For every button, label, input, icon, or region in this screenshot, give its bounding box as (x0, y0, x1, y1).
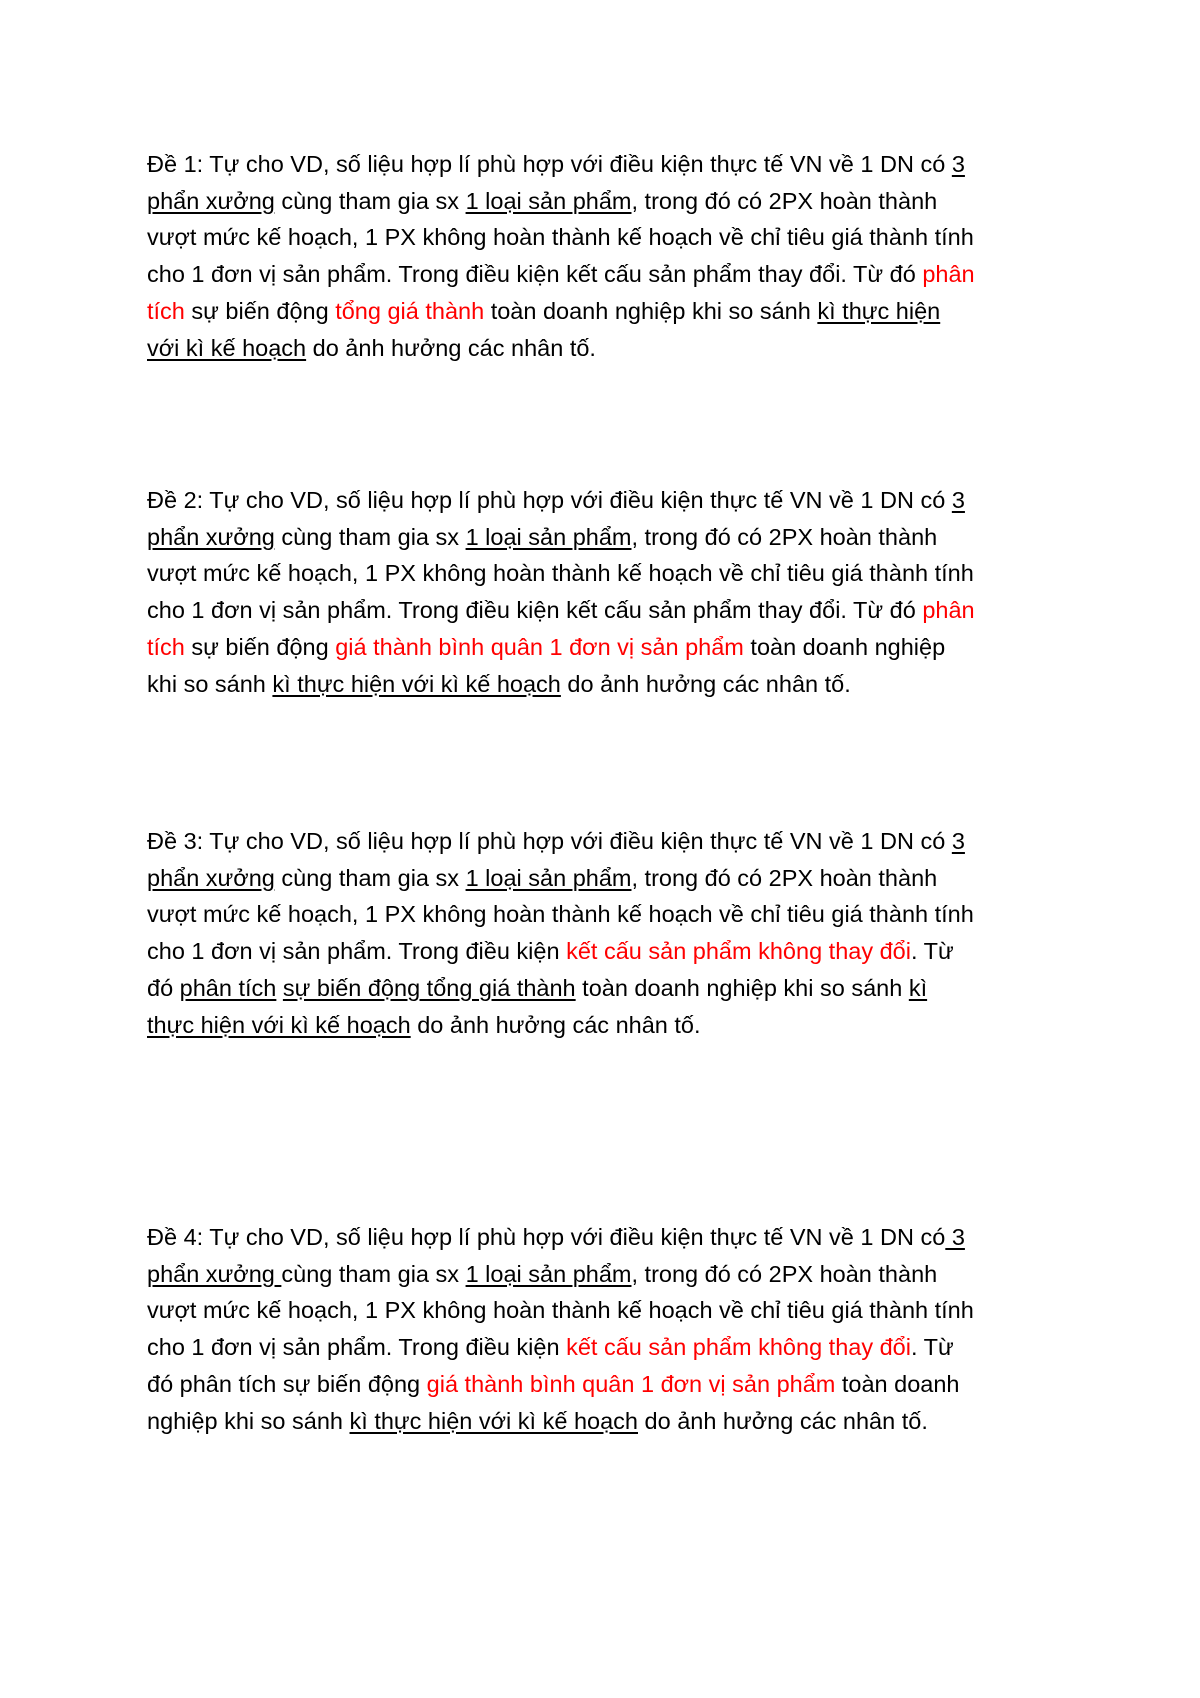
body-text: sự biến động (184, 633, 336, 660)
body-text: , trong đó có 2PX hoàn thành (631, 1260, 938, 1287)
highlighted-red-text: tích (147, 633, 185, 660)
underlined-text: 1 loại sản phẩm (465, 523, 632, 550)
paragraph-line (147, 1292, 1067, 1329)
paragraph-line (147, 860, 1067, 897)
exercise-paragraph-1 (147, 146, 1067, 366)
underlined-text: 3 (951, 487, 965, 513)
underlined-text: kì thực hiện với kì kế hoạch (272, 670, 561, 697)
underlined-text: kì thực hiện (817, 297, 941, 324)
underlined-text: phân tích (179, 974, 277, 1001)
paragraph-line (147, 183, 1067, 220)
paragraph-line (147, 1256, 1067, 1293)
body-text: vượt mức kế hoạch, 1 PX không hoàn thành kế hoạch về chỉ tiêu giá thành tính (147, 224, 974, 251)
body-text: cho 1 đơn vị sản phẩm. Trong điều kiện (147, 1334, 567, 1361)
body-text: do ảnh hưởng các nhân tố. (638, 1407, 928, 1434)
paragraph-line (147, 970, 1067, 1007)
paragraph-line (147, 823, 1067, 860)
underlined-text: phẩn xưởng (147, 187, 275, 214)
exercise-paragraph-3 (147, 823, 1067, 1043)
exercise-paragraph-4 (147, 1219, 1067, 1439)
paragraph-line (147, 293, 1067, 330)
paragraph-line (147, 1403, 1067, 1440)
body-text: nghiệp khi so sánh (147, 1407, 350, 1434)
body-text: cùng tham gia sx (274, 187, 466, 214)
highlighted-red-text: giá thành bình quân 1 đơn vị sản phẩm (335, 633, 744, 660)
body-text: cho 1 đơn vị sản phẩm. Trong điều kiện kết cấu sản phẩm thay đổi. Từ đó (147, 261, 923, 288)
paragraph-line (147, 146, 1067, 183)
body-text: vượt mức kế hoạch, 1 PX không hoàn thành kế hoạch về chỉ tiêu giá thành tính (147, 901, 974, 928)
body-text: Đề 2: Tự cho VD, số liệu hợp lí phù hợp với điều kiện thực tế VN về 1 DN có (147, 487, 952, 513)
highlighted-red-text: phân (922, 261, 975, 288)
body-text: vượt mức kế hoạch, 1 PX không hoàn thành kế hoạch về chỉ tiêu giá thành tính (147, 1297, 974, 1324)
paragraph-line (147, 1007, 1067, 1044)
body-text: , trong đó có 2PX hoàn thành (631, 523, 938, 550)
paragraph-line (147, 519, 1067, 556)
underlined-text: 1 loại sản phẩm (465, 864, 632, 891)
paragraph-line (147, 1219, 1067, 1256)
highlighted-red-text: giá thành bình quân 1 đơn vị sản phẩm (426, 1370, 836, 1397)
underlined-text: phẩn xưởng (147, 1260, 282, 1287)
underlined-text: 3 (945, 1224, 965, 1250)
underlined-text: kì thực hiện với kì kế hoạch (349, 1407, 638, 1434)
body-text: , trong đó có 2PX hoàn thành (631, 187, 938, 214)
body-text: sự biến động (184, 297, 336, 324)
body-text: cùng tham gia sx (274, 864, 466, 891)
body-text: Đề 4: Tự cho VD, số liệu hợp lí phù hợp với điều kiện thực tế VN về 1 DN có (147, 1224, 946, 1250)
paragraph-line (147, 256, 1067, 293)
body-text: do ảnh hưởng các nhân tố. (410, 1011, 701, 1038)
paragraph-line (147, 592, 1067, 629)
exercise-paragraph-2 (147, 482, 1067, 702)
underlined-text: thực hiện với kì kế hoạch (147, 1011, 411, 1038)
highlighted-red-text: kết cấu sản phẩm không thay đổi (566, 1334, 911, 1361)
body-text: toàn doanh nghiệp khi so sánh (575, 974, 909, 1001)
body-text: Đề 1: Tự cho VD, số liệu hợp lí phù hợp với điều kiện thực tế VN về 1 DN có (147, 151, 952, 177)
body-text: vượt mức kế hoạch, 1 PX không hoàn thành kế hoạch về chỉ tiêu giá thành tính (147, 560, 974, 587)
underlined-text: phẩn xưởng (147, 864, 275, 891)
body-text: . Từ (910, 938, 954, 965)
highlighted-red-text: tích (147, 297, 185, 324)
underlined-text: phẩn xưởng (147, 523, 275, 550)
underlined-text: 3 (951, 828, 965, 854)
body-text: đó (147, 974, 180, 1001)
underlined-text: 1 loại sản phẩm (465, 1260, 632, 1287)
paragraph-line (147, 482, 1067, 519)
paragraph-line (147, 666, 1067, 703)
body-text: đó phân tích sự biến động (147, 1370, 427, 1397)
body-text: cho 1 đơn vị sản phẩm. Trong điều kiện kết cấu sản phẩm thay đổi. Từ đó (147, 597, 923, 624)
underlined-text: 1 loại sản phẩm (465, 187, 632, 214)
paragraph-line (147, 219, 1067, 256)
body-text: do ảnh hưởng các nhân tố. (560, 670, 851, 697)
highlighted-red-text: tổng giá thành (335, 297, 485, 324)
paragraph-line (147, 896, 1067, 933)
highlighted-red-text: kết cấu sản phẩm không thay đổi (566, 938, 911, 965)
body-text: toàn doanh nghiệp khi so sánh (484, 297, 818, 324)
paragraph-line (147, 555, 1067, 592)
paragraph-line (147, 1366, 1067, 1403)
paragraph-line (147, 933, 1067, 970)
paragraph-line (147, 629, 1067, 666)
paragraph-line (147, 1329, 1067, 1366)
body-text: cho 1 đơn vị sản phẩm. Trong điều kiện (147, 938, 567, 965)
underlined-text: với kì kế hoạch (147, 334, 307, 361)
underlined-text: 3 (951, 151, 965, 177)
highlighted-red-text: phân (922, 597, 975, 624)
paragraph-line (147, 330, 1067, 367)
body-text: toàn doanh (835, 1370, 960, 1397)
body-text: toàn doanh nghiệp (743, 633, 946, 660)
body-text: cùng tham gia sx (281, 1260, 466, 1287)
body-text: . Từ (910, 1334, 954, 1361)
body-text: , trong đó có 2PX hoàn thành (631, 864, 938, 891)
body-text: do ảnh hưởng các nhân tố. (306, 334, 596, 361)
body-text: Đề 3: Tự cho VD, số liệu hợp lí phù hợp với điều kiện thực tế VN về 1 DN có (147, 828, 952, 854)
underlined-text: sự biến động tổng giá thành (282, 974, 576, 1001)
body-text: cùng tham gia sx (274, 523, 466, 550)
underlined-text: kì (908, 974, 928, 1001)
body-text: khi so sánh (147, 670, 273, 697)
